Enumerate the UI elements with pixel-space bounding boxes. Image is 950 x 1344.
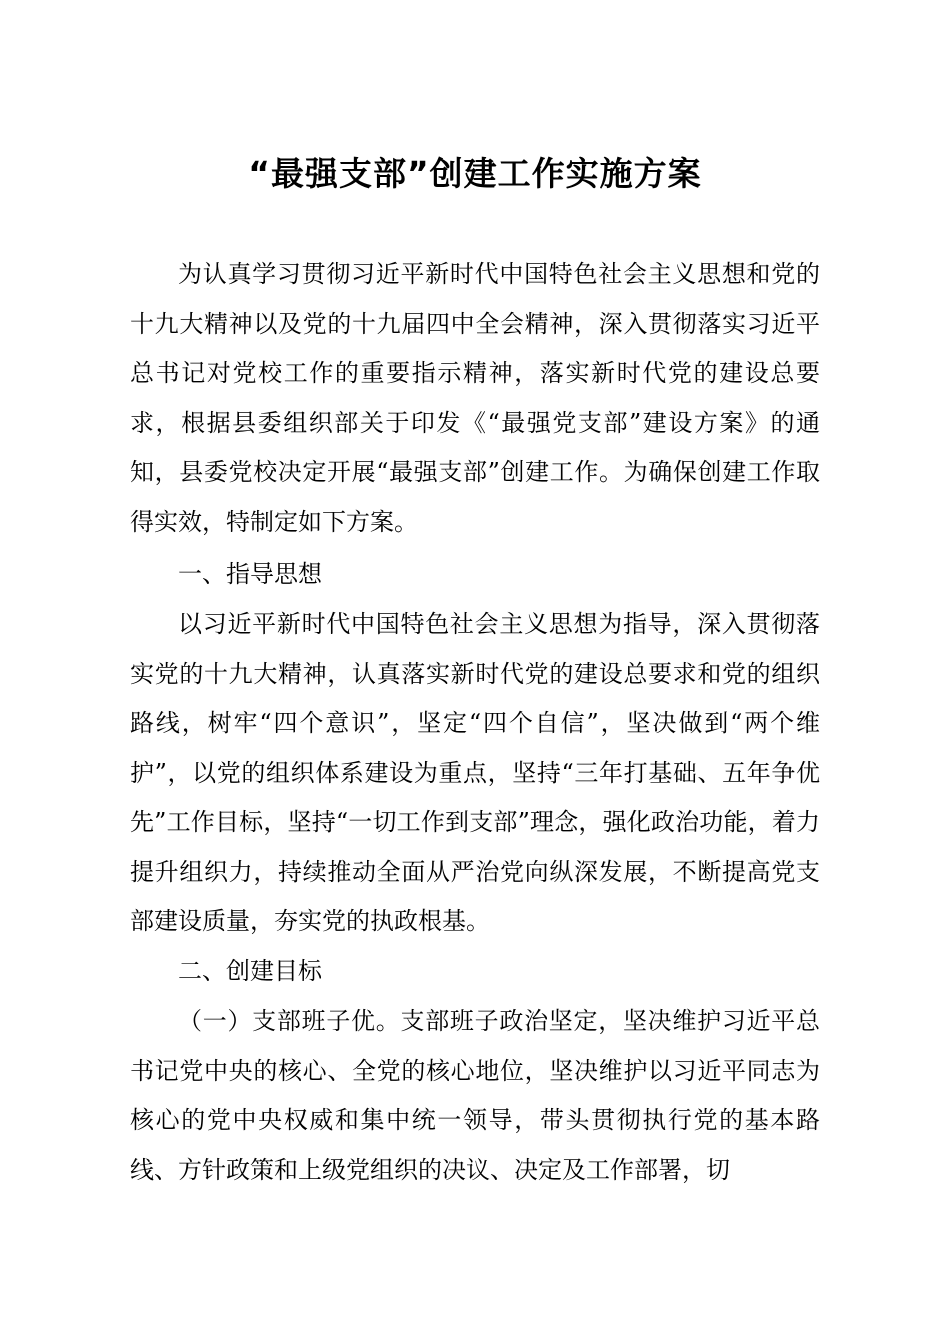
guiding-ideology-paragraph: 以习近平新时代中国特色社会主义思想为指导，深入贯彻落实党的十九大精神，认真落实新时代党的建设总要求和党的组织路线，树牢“四个意识”，坚定“四个自信”，坚决做到“两个维护”，以党的组织体系建设为重点，坚持“三年打基础、五年争优先”工作目标，坚持“一切工作到支部”理念，强化政治功能，着力提升组织力，持续推动全面从严治党向纵深发展，不断提高党支部建设质量，夯实党的执政根基。 [130, 610, 820, 935]
section-heading-creation-goals: 二、创建目标 [178, 957, 322, 985]
document-title: “最强支部”创建工作实施方案 [248, 154, 702, 193]
intro-paragraph: 为认真学习贯彻习近平新时代中国特色社会主义思想和党的十九大精神以及党的十九届四中全会精神，深入贯彻落实习近平总书记对党校工作的重要指示精神，落实新时代党的建设总要求，根据县委组织部关于印发《“最强党支部”建设方案》的通知，县委党校决定开展“最强支部”创建工作。为确保创建工作取得实效，特制定如下方案。 [130, 260, 820, 536]
creation-goals-paragraph: （一）支部班子优。支部班子政治坚定，坚决维护习近平总书记党中央的核心、全党的核心地位，坚决维护以习近平同志为核心的党中央权威和集中统一领导，带头贯彻执行党的基本路线、方针政策和上级党组织的决议、决定及工作部署，切 [130, 1007, 820, 1184]
section-heading-guiding-ideology: 一、指导思想 [178, 560, 322, 588]
